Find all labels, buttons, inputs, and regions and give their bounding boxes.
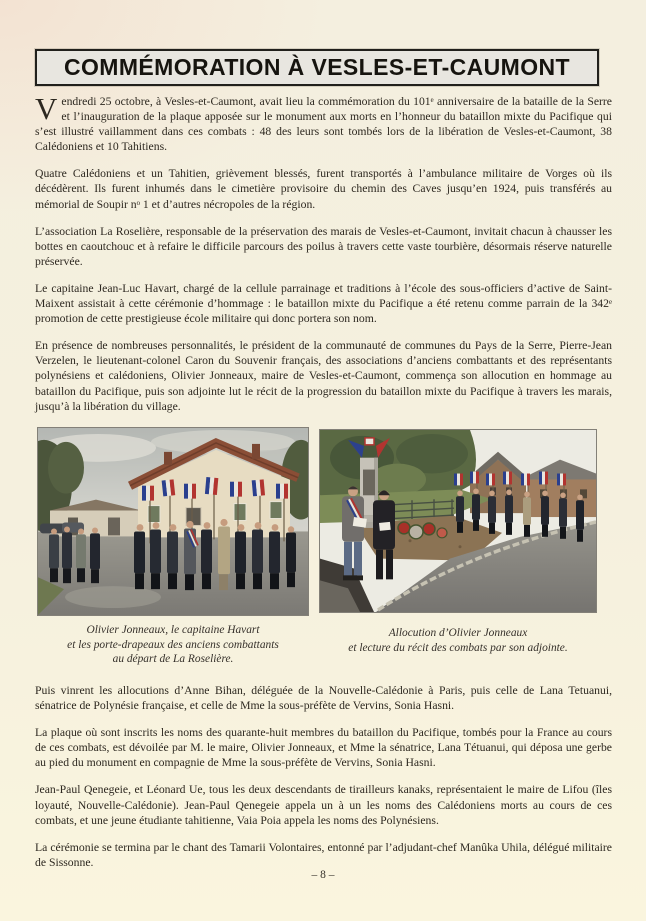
article-body-top xyxy=(35,91,612,414)
article-body-bottom xyxy=(35,683,612,870)
paragraph-4: Le capitaine Jean-Luc Havart, chargé de la cellule parrainage et traditions à l’école des sous-officiers d’active de Saint-Maixent assistait à cette cérémonie d’hommage : le bataillon mixte du Pacifique a été retenu comme parrain de la 342ᵉ promotion de cette prestigieuse école militaire qui donc portera son nom. xyxy=(35,281,612,326)
paragraph-5: En présence de nombreuses personnalités, le président de la communauté de communes du Pays de la Serre, Pierre-Jean Verzelen, le lieutenant-colonel Caron du Souvenir français, des associations d’anciens combattants et des représentants polynésiens et calédoniens, Olivier Jonneaux, maire de Vesles-et-Caumont, commença son allocution en hommage au bataillon du Pacifique, puis son adjointe lut le récit de la progression du bataillon mixte du Pacifique à travers les marais, jusqu’à la libération du village. xyxy=(35,339,612,413)
page-number: – 8 – xyxy=(311,869,335,881)
paragraph-1-text: endredi 25 octobre, à Vesles-et-Caumont, avait lieu la commémoration du 101ᵉ anniversaire de la bataille de la Serre et l’inauguration de la plaque apposée sur le monument aux morts en l’honneur du bataillon mixte du Pacifique qui s’est illustré vaillamment dans ces combats : 48 des leurs sont tombés lors de la libération de Vesles-et-Caumont, 38 Calédoniens et 10 Tahitiens. xyxy=(35,95,612,154)
photo-right-caption xyxy=(319,626,597,655)
article-title-box xyxy=(35,49,599,86)
paragraph-7: La plaque où sont inscrits les noms des quarante-huit membres du bataillon du Pacifique, tombés pour la France au cours de ces combats, est dévoilée par M. le maire, Olivier Jonneaux, et Mme la sénatrice, Lana Tétuanui, qui déposa une gerbe au pied du monument en compagnie de Mme la sous-préfète de Vervins, Sonia Hasni. xyxy=(35,726,612,770)
left-photo-cars xyxy=(40,522,84,533)
paragraph-3: L’association La Roselière, responsable de la préservation des marais de Vesles-et-Caumont, invitait chacun à chausser les bottes en caoutchouc et à refaire le difficile parcours des poilus à travers cette vaste tourbière, désormais réserve naturelle préservée. xyxy=(35,224,612,268)
photo-row xyxy=(37,427,597,667)
photo-left-caption xyxy=(37,623,309,667)
photo-right-image xyxy=(319,429,597,613)
article-title: COMMÉMORATION À VESLES-ET-CAUMONT xyxy=(64,54,570,80)
photo-left-figure xyxy=(37,427,309,667)
paragraph-8: Jean-Paul Qenegeie, et Léonard Ue, tous les deux descendants de tirailleurs kanaks, représentaient le maire de Lifou (îles loyauté, Nouvelle-Calédonie). Jean-Paul Qenegeie appela un à un les noms des Calédoniens morts au cours de ces combats, et une jeune étudiante tahitienne, Vaia Poia appela les noms des Polynésiens. xyxy=(35,783,612,827)
paragraph-2: Quatre Calédoniens et un Tahitien, grièvement blessés, furent transportés à l’ambulance militaire de Vorges où ils décédèrent. Ils furent inhumés dans le cimetière provisoire du chemin des Caves jusqu’en 1924, puis transférés au mémorial de Soupir nᵒ 1 et d’autres nécropoles de la région. xyxy=(35,167,612,211)
caption-line: et lecture du récit des combats par son adjointe. xyxy=(348,641,568,654)
paragraph-1 xyxy=(35,91,612,154)
drop-cap: V xyxy=(35,91,58,126)
caption-line: Olivier Jonneaux, le capitaine Havart xyxy=(86,624,260,636)
paragraph-6: Puis vinrent les allocutions d’Anne Bihan, déléguée de la Nouvelle-Calédonie à Paris, puis celle de Lana Tetuanui, sénatrice de Polynésie française, et celle de Mme la sous-préfète de Vervins, Sonia Hasni. xyxy=(35,684,612,713)
caption-line: au départ de La Roselière. xyxy=(112,653,234,666)
caption-line: et les porte-drapeaux des anciens combattants xyxy=(67,638,279,651)
caption-line: Allocution d’Olivier Jonneaux xyxy=(388,627,528,639)
photo-right-figure xyxy=(319,429,597,655)
photo-left-image xyxy=(37,427,309,616)
paragraph-9: La cérémonie se termina par le chant des Tamarii Volontaires, entonné par l’adjudant-chef Manûka Uhila, délégué militaire de Sissonne. xyxy=(35,840,612,869)
